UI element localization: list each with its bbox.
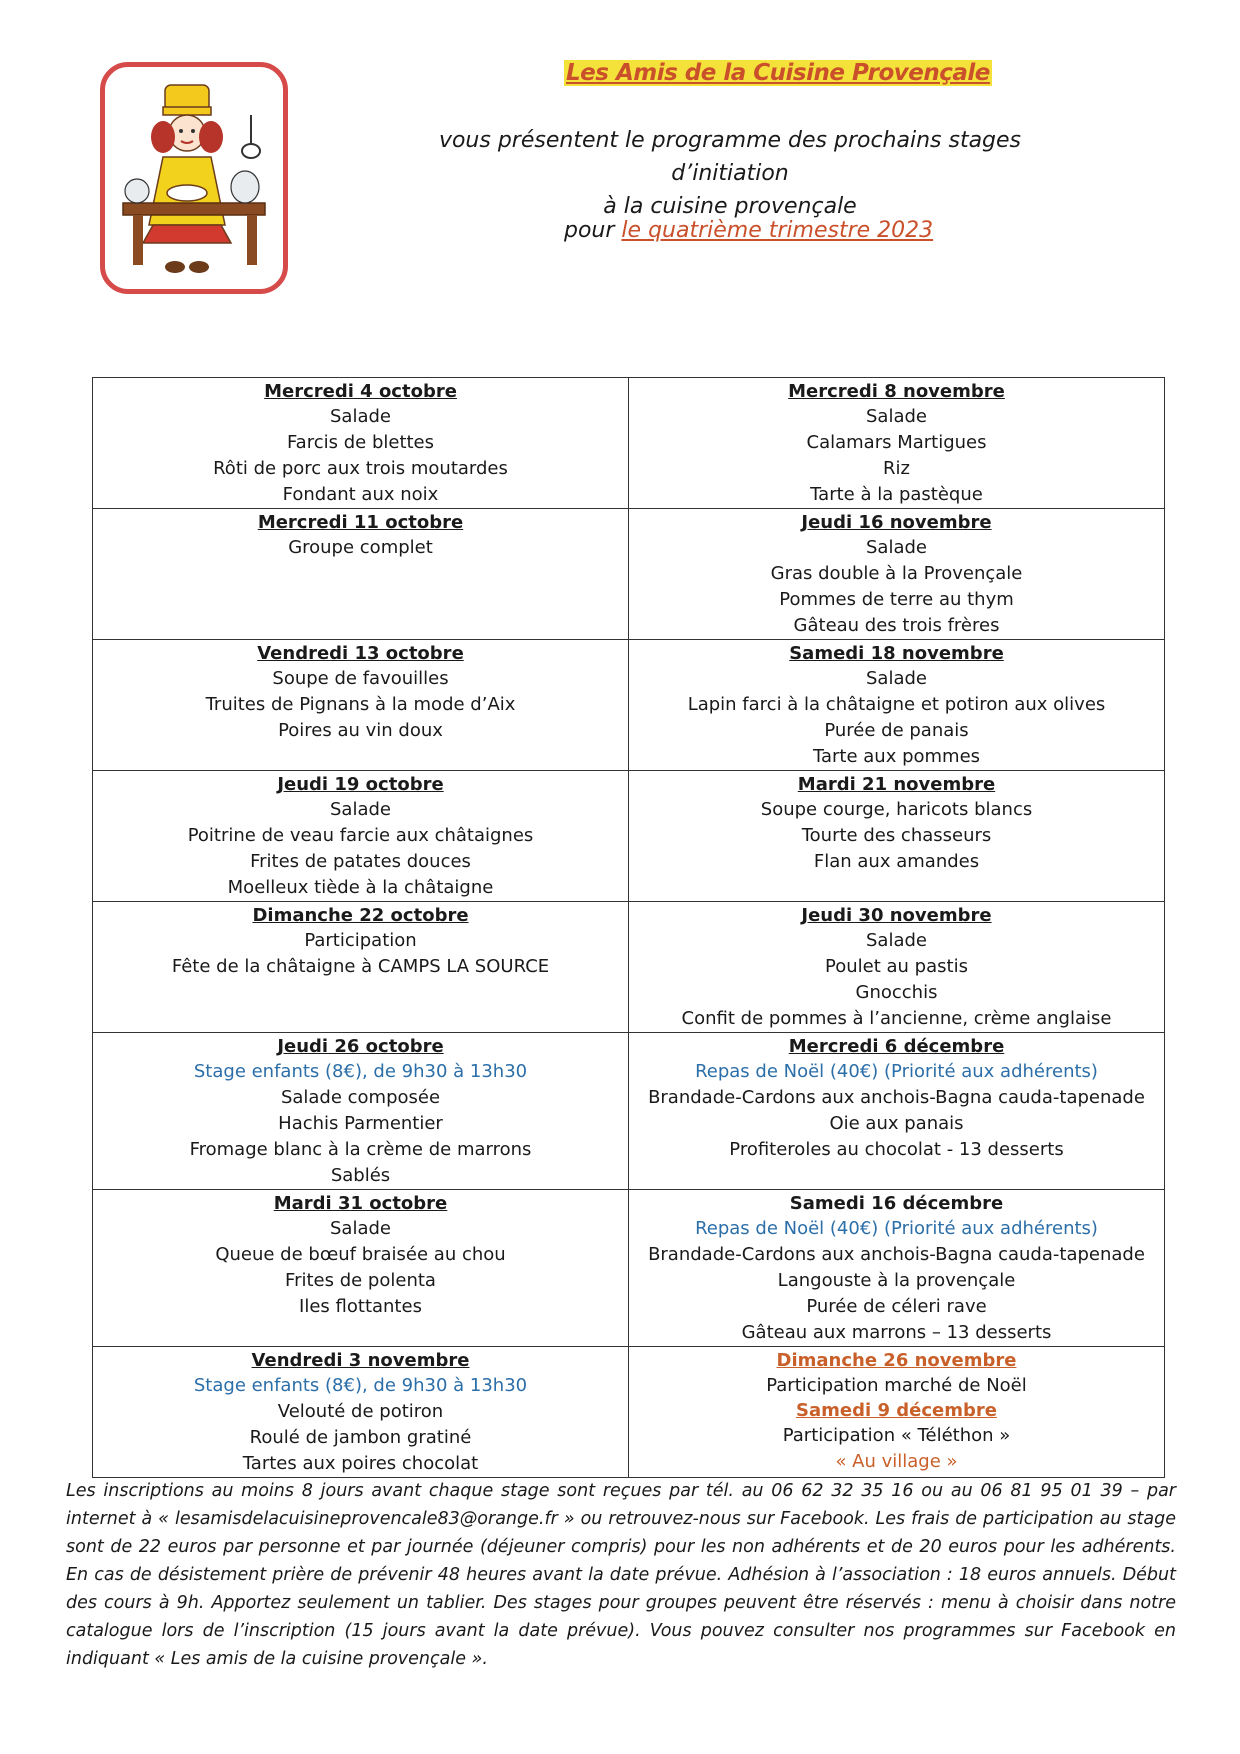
menu-item: Salade xyxy=(330,406,391,427)
menu-item: Participation xyxy=(304,930,417,951)
class-date: Mercredi 11 octobre xyxy=(257,512,464,533)
menu-item: Sablés xyxy=(330,1165,391,1186)
class-date: Jeudi 16 novembre xyxy=(801,512,992,533)
class-date: Jeudi 26 octobre xyxy=(277,1036,444,1057)
event-line: « Au village » xyxy=(835,1451,958,1472)
schedule-cell xyxy=(93,771,629,902)
menu-item: Fête de la châtaigne à CAMPS LA SOURCE xyxy=(171,956,550,977)
menu-item: Calamars Martigues xyxy=(806,432,987,453)
class-date: Jeudi 30 novembre xyxy=(801,905,992,926)
org-title: Les Amis de la Cuisine Provençale xyxy=(566,60,990,86)
class-note: Repas de Noël (40€) (Priorité aux adhérents) xyxy=(695,1061,1098,1082)
menu-item: Poires au vin doux xyxy=(278,720,443,741)
class-date: Dimanche 22 octobre xyxy=(252,905,469,926)
class-date: Vendredi 13 octobre xyxy=(257,643,464,664)
class-date: Jeudi 19 octobre xyxy=(277,774,444,795)
menu-item: Moelleux tiède à la châtaigne xyxy=(227,877,494,898)
schedule-row xyxy=(93,1347,1165,1478)
menu-item: Riz xyxy=(883,458,910,479)
menu-item: Lapin farci à la châtaigne et potiron aux olives xyxy=(687,694,1106,715)
menu-item: Soupe courge, haricots blancs xyxy=(760,799,1033,820)
menu-item: Fromage blanc à la crème de marrons xyxy=(189,1139,532,1160)
menu-item: Salade xyxy=(866,406,927,427)
class-date: Mercredi 4 octobre xyxy=(264,381,457,402)
class-note: Stage enfants (8€), de 9h30 à 13h30 xyxy=(193,1061,528,1082)
schedule-row xyxy=(93,1033,1165,1190)
schedule-cell xyxy=(93,902,629,1033)
schedule-cell xyxy=(93,378,629,509)
schedule-cell xyxy=(629,378,1165,509)
class-date: Mercredi 6 décembre xyxy=(788,1036,1005,1057)
menu-item: Purée de céleri rave xyxy=(806,1296,987,1317)
schedule-cell xyxy=(629,771,1165,902)
menu-item: Tourte des chasseurs xyxy=(801,825,992,846)
class-date-2: Samedi 9 décembre xyxy=(796,1400,997,1421)
menu-item: Iles flottantes xyxy=(299,1296,422,1317)
schedule-cell xyxy=(93,1347,629,1478)
schedule-cell xyxy=(93,1033,629,1190)
event-line: Participation marché de Noël xyxy=(766,1375,1027,1396)
schedule-cell xyxy=(93,1190,629,1347)
class-date: Samedi 18 novembre xyxy=(789,643,1004,664)
schedule-row xyxy=(93,1190,1165,1347)
menu-item: Farcis de blettes xyxy=(286,432,435,453)
class-date: Dimanche 26 novembre xyxy=(776,1350,1017,1371)
footer-notes: Les inscriptions au moins 8 jours avant chaque stage sont reçues par tél. au 06 62 32 35 16 ou au 06 81 95 01 39 – par internet à « lesamisdelacuisineprovencale83@orange.fr » ou retrouvez-nous sur Facebook. Les frais de participation au stage sont de 22 euros par personne et par journée (déjeuner compris) pour les non adhérents et de 20 euros pour les adhérents. En cas de désistement prière de prévenir 48 heures avant la date prévue. Adhésion à l’association : 18 euros annuels. Début des cours à 9h. Apportez seulement un tablier. Des stages pour groupes peuvent être réservés : menu à choisir dans notre catalogue lors de l’inscription (15 jours avant la date prévue). Vous pouvez consulter nos programmes sur Facebook en indiquant « Les amis de la cuisine provençale ». xyxy=(66,1481,1176,1669)
period-prefix: pour xyxy=(564,218,615,243)
menu-item: Rôti de porc aux trois moutardes xyxy=(213,458,508,479)
menu-item: Salade xyxy=(866,668,927,689)
class-date: Mardi 21 novembre xyxy=(797,774,996,795)
menu-item: Frites de patates douces xyxy=(250,851,471,872)
class-date: Vendredi 3 novembre xyxy=(251,1350,470,1371)
menu-item: Gras double à la Provençale xyxy=(770,563,1023,584)
schedule-row xyxy=(93,509,1165,640)
menu-item: Purée de panais xyxy=(824,720,969,741)
subtitle-line-2: à la cuisine provençale xyxy=(603,194,857,219)
schedule-row xyxy=(93,640,1165,771)
menu-item: Brandade-Cardons aux anchois-Bagna cauda-tapenade xyxy=(648,1087,1145,1108)
menu-item: Groupe complet xyxy=(288,537,433,558)
class-date: Mercredi 8 novembre xyxy=(788,381,1005,402)
cook-girl-logo-icon xyxy=(113,75,283,289)
menu-item: Gâteau aux marrons – 13 desserts xyxy=(741,1322,1052,1343)
schedule-cell xyxy=(629,640,1165,771)
subtitle-line-1: vous présentent le programme des prochains stages d’initiation xyxy=(438,128,1022,186)
logo xyxy=(100,62,288,294)
schedule-row xyxy=(93,378,1165,509)
schedule-row xyxy=(93,902,1165,1033)
menu-item: Oie aux panais xyxy=(829,1113,964,1134)
menu-item: Poulet au pastis xyxy=(825,956,968,977)
subtitle xyxy=(380,124,1080,223)
class-date: Mardi 31 octobre xyxy=(273,1193,448,1214)
menu-item: Salade xyxy=(866,537,927,558)
menu-item: Tarte à la pastèque xyxy=(810,484,983,505)
class-note: Repas de Noël (40€) (Priorité aux adhérents) xyxy=(695,1218,1098,1239)
class-note: Stage enfants (8€), de 9h30 à 13h30 xyxy=(193,1375,528,1396)
menu-item: Queue de bœuf braisée au chou xyxy=(215,1244,506,1265)
schedule-cell xyxy=(629,1190,1165,1347)
schedule-row xyxy=(93,771,1165,902)
period xyxy=(564,218,933,243)
menu-item: Pommes de terre au thym xyxy=(779,589,1014,610)
event-line: Participation « Téléthon » xyxy=(782,1425,1011,1446)
schedule-cell xyxy=(629,902,1165,1033)
schedule-table xyxy=(92,377,1165,1478)
menu-item: Gâteau des trois frères xyxy=(793,615,1000,636)
menu-item: Tartes aux poires chocolat xyxy=(242,1453,479,1474)
schedule-cell xyxy=(93,640,629,771)
menu-item: Salade xyxy=(866,930,927,951)
menu-item: Salade xyxy=(330,799,391,820)
menu-item: Velouté de potiron xyxy=(277,1401,444,1422)
menu-item: Fondant aux noix xyxy=(282,484,439,505)
schedule-cell xyxy=(629,509,1165,640)
menu-item: Confit de pommes à l’ancienne, crème anglaise xyxy=(681,1008,1112,1029)
menu-item: Gnocchis xyxy=(855,982,938,1003)
menu-item: Soupe de favouilles xyxy=(272,668,449,689)
period-highlight: le quatrième trimestre 2023 xyxy=(621,218,934,243)
class-date: Samedi 16 décembre xyxy=(789,1193,1004,1214)
menu-item: Langouste à la provençale xyxy=(777,1270,1016,1291)
menu-item: Profiteroles au chocolat - 13 desserts xyxy=(729,1139,1064,1160)
menu-item: Salade xyxy=(330,1218,391,1239)
menu-item: Flan aux amandes xyxy=(813,851,980,872)
menu-item: Poitrine de veau farcie aux châtaignes xyxy=(187,825,534,846)
menu-item: Brandade-Cardons aux anchois-Bagna cauda-tapenade xyxy=(648,1244,1145,1265)
schedule-cell xyxy=(93,509,629,640)
menu-item: Salade composée xyxy=(280,1087,441,1108)
menu-item: Truites de Pignans à la mode d’Aix xyxy=(205,694,516,715)
menu-item: Frites de polenta xyxy=(285,1270,436,1291)
schedule-cell xyxy=(629,1347,1165,1478)
menu-item: Roulé de jambon gratiné xyxy=(249,1427,472,1448)
schedule-cell xyxy=(629,1033,1165,1190)
menu-item: Hachis Parmentier xyxy=(278,1113,443,1134)
menu-item: Tarte aux pommes xyxy=(812,746,981,767)
